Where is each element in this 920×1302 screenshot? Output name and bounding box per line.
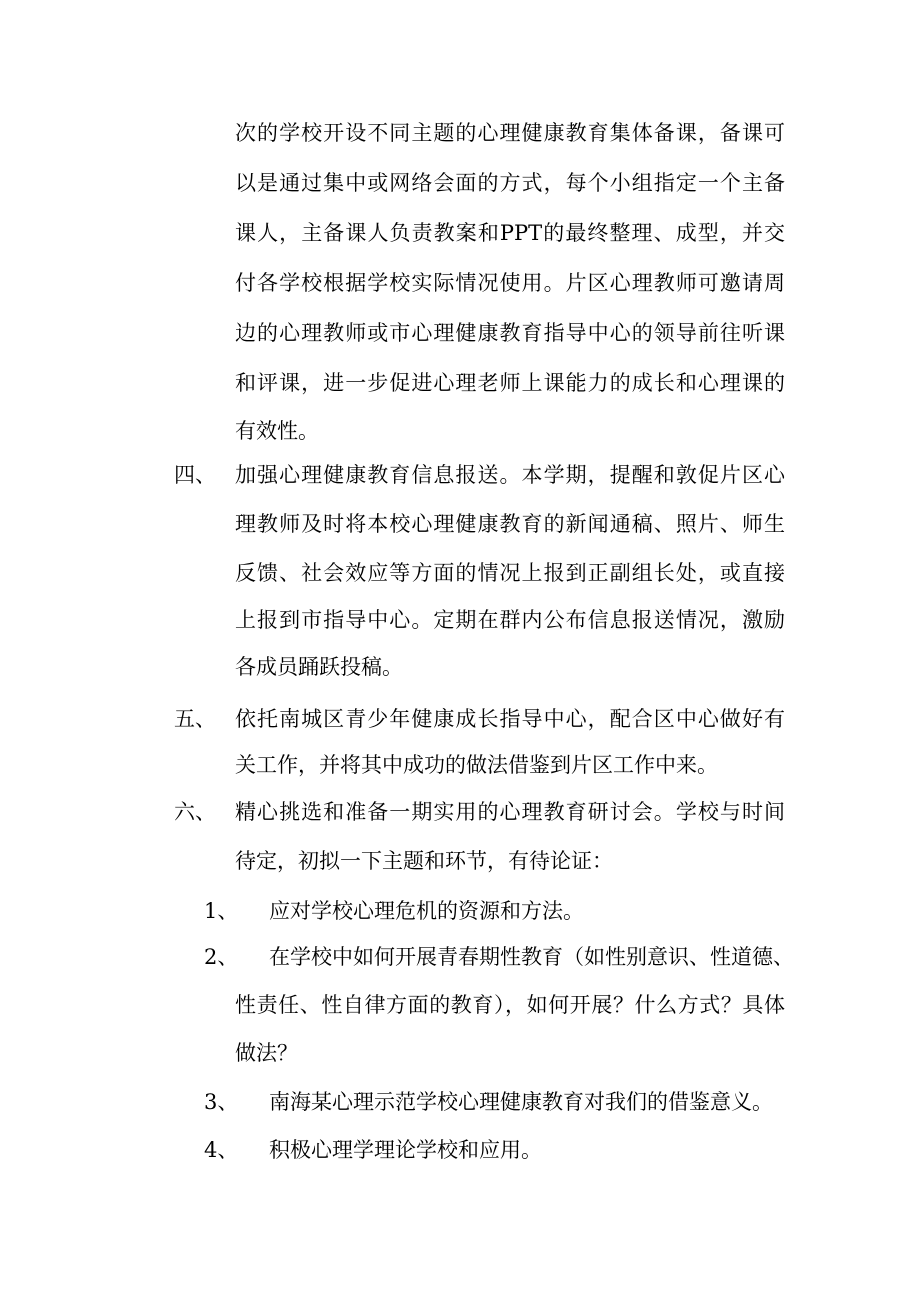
paragraph-line: 和评课，进一步促进心理老师上课能力的成长和心理课的 [235,371,785,395]
section-line: 精心挑选和准备一期实用的心理教育研讨会。学校与时间 [235,800,785,824]
numbered-item-continuation: 性责任、性自律方面的教育），如何开展？什么方式？具体 [235,993,785,1017]
section-line: 依托南城区青少年健康成长指导中心，配合区中心做好有 [235,707,785,731]
numbered-item-text: 南海某心理示范学校心理健康教育对我们的借鉴意义。 [269,1090,773,1114]
numbered-item-text: 在学校中如何开展青春期性教育（如性别意识、性道德、 [269,945,794,969]
numbered-item-label: 3、 [204,1090,239,1114]
paragraph-line: 边的心理教师或市心理健康教育指导中心的领导前往听课 [235,321,785,345]
paragraph-line: 课人，主备课人负责教案和PPT的最终整理、成型，并交 [235,221,785,245]
section-line: 反馈、社会效应等方面的情况上报到正副组长处，或直接 [235,561,785,585]
numbered-item-text: 应对学校心理危机的资源和方法。 [269,899,584,923]
numbered-item-label: 2、 [204,945,239,969]
section-label: 五、 [174,707,216,731]
paragraph-line: 以是通过集中或网络会面的方式，每个小组指定一个主备 [235,171,785,195]
section-label: 四、 [174,463,216,487]
paragraph-line: 付各学校根据学校实际情况使用。片区心理教师可邀请周 [235,271,785,295]
section-line: 关工作，并将其中成功的做法借鉴到片区工作中来。 [235,753,718,777]
section-line: 加强心理健康教育信息报送。本学期，提醒和敦促片区心 [235,463,785,487]
section-line: 理教师及时将本校心理健康教育的新闻通稿、照片、师生 [235,512,785,536]
numbered-item-continuation: 做法？ [235,1041,298,1065]
section-line: 待定，初拟一下主题和环节，有待论证： [235,849,613,873]
numbered-item-label: 1、 [204,899,239,923]
paragraph-line: 次的学校开设不同主题的心理健康教育集体备课，备课可 [235,121,785,145]
section-label: 六、 [174,800,216,824]
section-line: 各成员踊跃投稿。 [235,655,403,679]
section-line: 上报到市指导中心。定期在群内公布信息报送情况，激励 [235,608,785,632]
numbered-item-label: 4、 [204,1138,239,1162]
numbered-item-text: 积极心理学理论学校和应用。 [269,1138,542,1162]
paragraph-line: 有效性。 [235,419,319,443]
